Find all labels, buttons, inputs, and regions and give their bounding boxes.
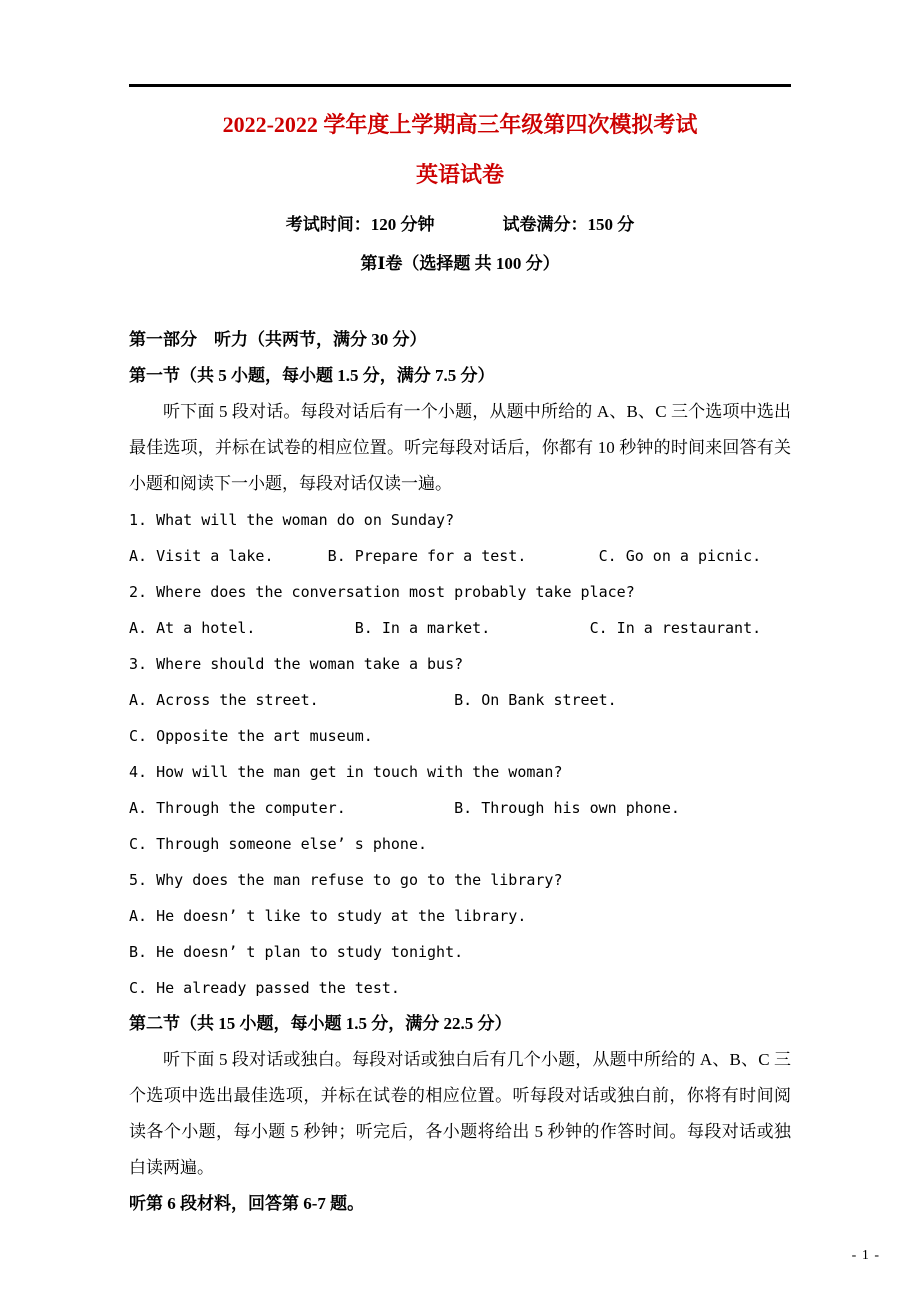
text-line: 5. Why does the man refuse to go to the library? bbox=[129, 871, 563, 890]
document-body bbox=[129, 322, 791, 1222]
text-line: A. At a hotel. B. In a market. C. In a restaurant. bbox=[129, 619, 762, 638]
text-line: 听下面 5 段对话。每段对话后有一个小题，从题中所给的 A、B、C 三个选项中选出最佳选项，并标在试卷的相应位置。听完每段对话后，你都有 10 秒钟的时间来回答有关小题和阅读下一小题，每段对话仅读一遍。 bbox=[129, 402, 791, 494]
text-line: 1. What will the woman do on Sunday? bbox=[129, 511, 455, 530]
exam-subtitle: 英语试卷 bbox=[415, 161, 504, 187]
text-line: B. He doesn’ t plan to study tonight. bbox=[129, 943, 464, 962]
text-line: 第二节（共 15 小题，每小题 1.5 分，满分 22.5 分） bbox=[129, 1014, 512, 1034]
text-line: C. Opposite the art museum. bbox=[129, 727, 373, 746]
volume-heading: 第Ⅰ卷（选择题 共 100 分） bbox=[360, 254, 560, 274]
text-line: A. He doesn’ t like to study at the library. bbox=[129, 907, 527, 926]
text-line: A. Across the street. B. On Bank street. bbox=[129, 691, 617, 710]
text-line: C. He already passed the test. bbox=[129, 979, 400, 998]
text-line: 3. Where should the woman take a bus? bbox=[129, 655, 464, 674]
page-number: - 1 - bbox=[851, 1248, 880, 1263]
text-line: 第一部分 听力（共两节，满分 30 分） bbox=[129, 330, 427, 350]
exam-title: 2022-2022 学年度上学期高三年级第四次模拟考试 bbox=[222, 112, 698, 137]
text-line: 2. Where does the conversation most probably take place? bbox=[129, 583, 635, 602]
exam-info-line: 考试时间：120 分钟 试卷满分：150 分 bbox=[285, 215, 635, 235]
text-line: 第一节（共 5 小题，每小题 1.5 分，满分 7.5 分） bbox=[129, 366, 495, 386]
top-horizontal-rule bbox=[129, 84, 791, 87]
text-line: C. Through someone else’ s phone. bbox=[129, 835, 428, 854]
text-line: A. Through the computer. B. Through his own phone. bbox=[129, 799, 680, 818]
text-line: 听第 6 段材料，回答第 6-7 题。 bbox=[129, 1194, 365, 1214]
text-line: 4. How will the man get in touch with the woman? bbox=[129, 763, 563, 782]
text-line: A. Visit a lake. B. Prepare for a test. C. Go on a picnic. bbox=[129, 547, 762, 566]
text-line: 听下面 5 段对话或独白。每段对话或独白后有几个小题，从题中所给的 A、B、C 三个选项中选出最佳选项，并标在试卷的相应位置。听每段对话或独白前，你将有时间阅读各个小题，每小题 5 秒钟；听完后，各小题将给出 5 秒钟的作答时间。每段对话或独白读两遍。 bbox=[129, 1050, 791, 1178]
